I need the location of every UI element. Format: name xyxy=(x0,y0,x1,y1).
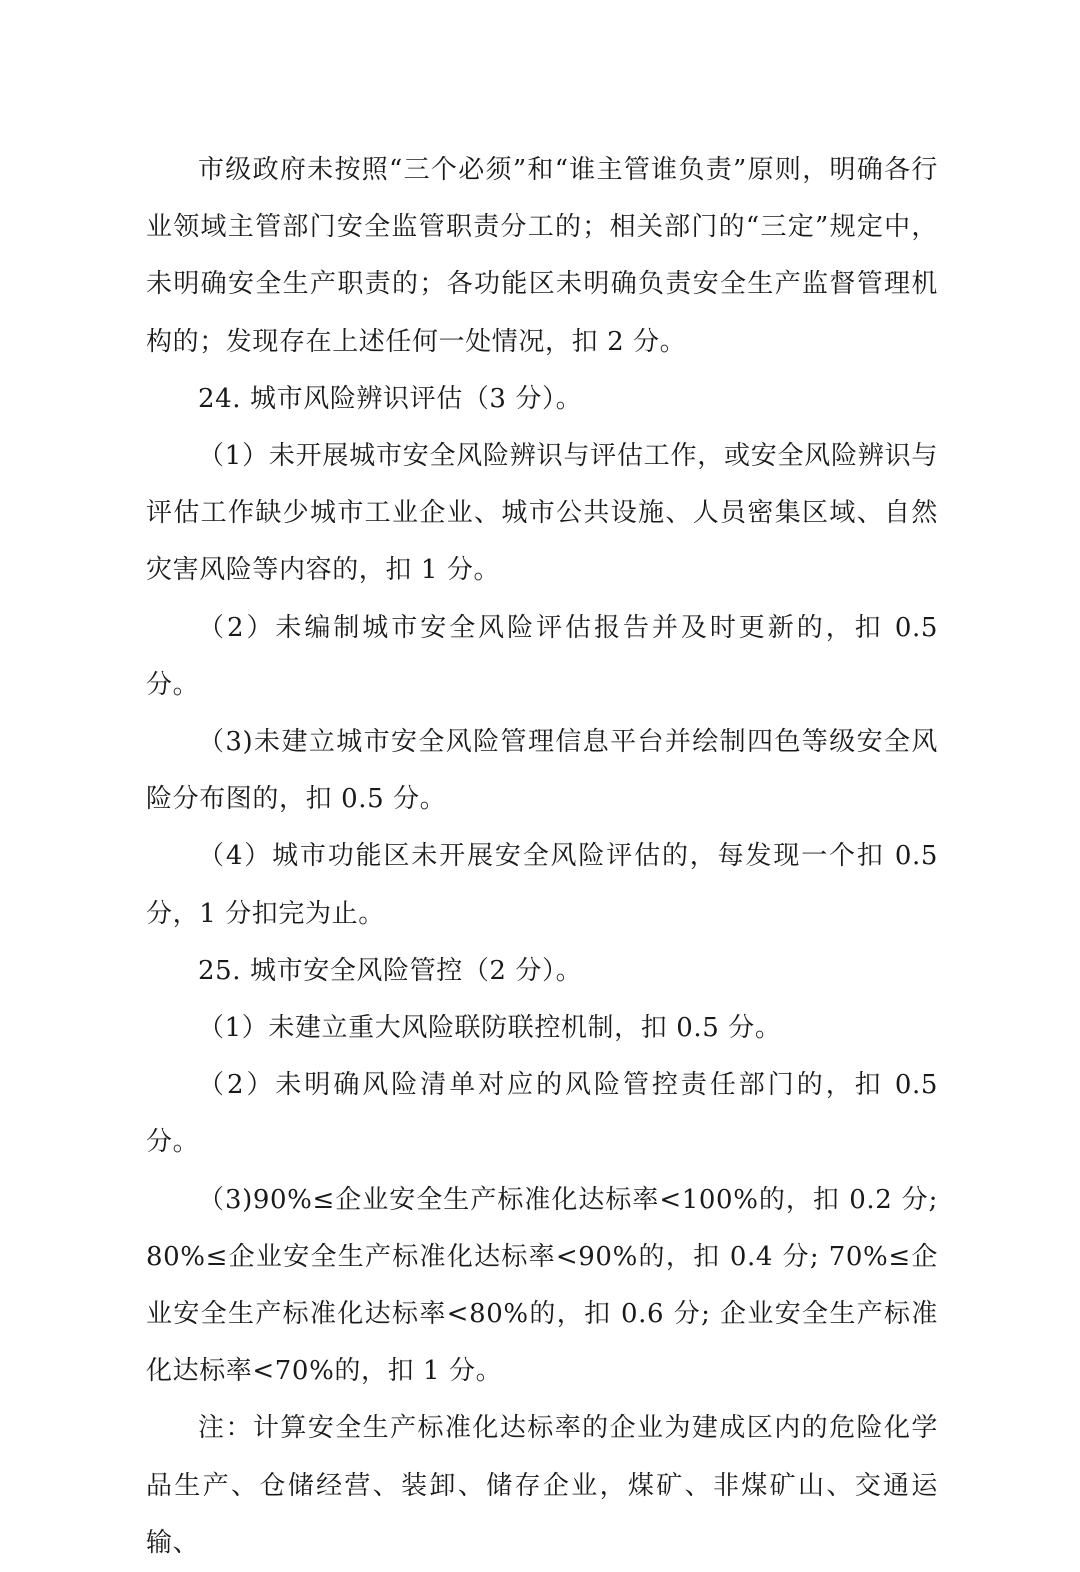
item-24-4: （4）城市功能区未开展安全风险评估的，每发现一个扣 0.5 分，1 分扣完为止。 xyxy=(146,841,938,929)
item-25-2: （2）未明确风险清单对应的风险管控责任部门的，扣 0.5 分。 xyxy=(146,1070,938,1158)
paragraph-responsibility-division: 市级政府未按照“三个必须”和“谁主管谁负责”原则，明确各行业领域主管部门安全监管职责分工的；相关部门的“三定”规定中，未明确安全生产职责的；各功能区未明确负责安全生产监督管理机构的；发现存在上述任何一处情况，扣 2 分。 xyxy=(146,155,938,357)
note-paragraph: 注：计算安全生产标准化达标率的企业为建成区内的危险化学品生产、仓储经营、装卸、储存企业，煤矿、非煤矿山、交通运输、 xyxy=(146,1413,938,1558)
item-24-1: （1）未开展城市安全风险辨识与评估工作，或安全风险辨识与评估工作缺少城市工业企业、城市公共设施、人员密集区域、自然灾害风险等内容的，扣 1 分。 xyxy=(146,441,938,586)
document-body xyxy=(146,142,938,1572)
item-25-3: （3)90%≤企业安全生产标准化达标率<100%的，扣 0.2 分; 80%≤企业安全生产标准化达标率<90%的，扣 0.4 分; 70%≤企业安全生产标准化达标率<80%的，扣 0.6 分; 企业安全生产标准化达标率<70%的，扣 1 分。 xyxy=(146,1184,938,1387)
section-heading-24: 24. 城市风险辨识评估（3 分）。 xyxy=(198,383,583,414)
item-24-3: （3)未建立城市安全风险管理信息平台并绘制四色等级安全风险分布图的，扣 0.5 分。 xyxy=(146,727,938,815)
item-25-1: （1）未建立重大风险联防联控机制，扣 0.5 分。 xyxy=(198,1013,782,1044)
item-24-2: （2）未编制城市安全风险评估报告并及时更新的，扣 0.5 分。 xyxy=(146,612,938,700)
section-heading-25: 25. 城市安全风险管控（2 分）。 xyxy=(198,955,583,986)
